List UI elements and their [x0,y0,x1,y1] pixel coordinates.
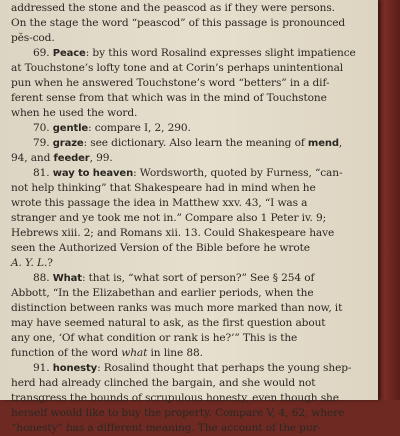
text-run: Hebrews xiii. 2; and Romans xii. 13. Could Shakespeare have [11,227,335,239]
text-run: herself would like to buy the property. Compare V, 4, 62, where [11,407,345,419]
text-run: function of the word [11,347,122,359]
text-line [11,166,373,181]
text-run: : Wordsworth, quoted by Furness, “can- [133,167,343,179]
glossed-term: gentle [52,123,89,134]
text-run: : Rosalind thought that perhaps the young shep- [97,362,352,374]
text-line [11,361,373,376]
text-run: 69. [33,47,53,59]
glossed-term: graze [52,138,84,149]
text-line [11,16,373,31]
glossed-term: honesty [52,363,98,374]
text-line [11,301,373,316]
text-run: seen the Authorized Version of the Bible before he wrote [11,242,310,254]
text-run: ferent sense from that which was in the mind of Touchstone [11,92,327,104]
glossed-term: Peace [52,48,86,59]
text-run: any one, ‘Of what condition or rank is he?’” This is the [11,332,298,344]
text-run: 94, and [11,152,54,164]
text-line [11,346,373,361]
text-line [11,316,373,331]
italic-text: A. Y. L. [11,257,48,269]
text-line [11,181,373,196]
text-line [11,421,373,436]
text-line [11,121,373,136]
text-line [11,91,373,106]
text-run: 88. [33,272,53,284]
text-run: “honesty” has a different meaning. The account of the pur- [11,422,322,434]
text-line [11,31,373,46]
text-run: 91. [33,362,53,374]
text-run: , 99. [89,152,113,164]
text-run: pun when he answered Touchstone’s word “betters” in a dif- [11,77,330,89]
text-run: 81. [33,167,53,179]
text-run: , [338,137,343,149]
text-run: Abbott, “In the Elizabethan and earlier periods, when the [11,287,314,299]
text-run: : compare I, 2, 290. [88,122,191,134]
text-run: 70. [33,122,53,134]
text-line [11,241,373,256]
text-run: addressed the stone and the peascod as if they were persons. [11,2,335,14]
text-run: ? [47,257,53,269]
text-run: : by this word Rosalind expresses slight impatience [85,47,356,59]
text-run: distinction between ranks was much more marked than now, it [11,302,343,314]
italic-text: what [121,347,148,359]
text-run: : see dictionary. Also learn the meaning of [83,137,308,149]
text-run: wrote this passage the idea in Matthew xxv. 43, “I was a [11,197,308,209]
text-run: On the stage the word “peascod” of this passage is pronounced [11,17,346,29]
text-run: herd had already clinched the bargain, and she would not [11,377,316,389]
text-line [11,286,373,301]
text-line [11,256,373,271]
text-line [11,76,373,91]
text-run: 79. [33,137,53,149]
text-line [11,61,373,76]
text-line [11,226,373,241]
glossed-term: feeder [53,153,90,164]
text-line [11,46,373,61]
text-run: in line 88. [147,347,203,359]
text-line [11,136,373,151]
text-run: stranger and ye took me not in.” Compare also 1 Peter iv. 9; [11,212,327,224]
glossed-term: mend [307,138,339,149]
text-line [11,106,373,121]
text-run: at Touchstone’s lofty tone and at Corin’s perhaps unintentional [11,62,344,74]
text-line [11,331,373,346]
text-run: : that is, “what sort of person?” See § 254 of [81,272,315,284]
text-line [11,151,373,166]
glossed-term: way to heaven [52,168,134,179]
text-line [11,211,373,226]
text-run: pĕs-cod. [11,32,55,44]
page-text [11,1,373,436]
text-line [11,376,373,391]
text-line [11,391,373,406]
text-run: when he used the word. [11,107,138,119]
text-line [11,271,373,286]
text-run: may have seemed natural to ask, as the first question about [11,317,326,329]
glossed-term: What [52,273,82,284]
text-line [11,1,373,16]
text-line [11,406,373,421]
text-run: transgress the bounds of scrupulous honesty, even though she [11,392,339,404]
text-line [11,196,373,211]
text-run: not help thinking” that Shakespeare had in mind when he [11,182,316,194]
